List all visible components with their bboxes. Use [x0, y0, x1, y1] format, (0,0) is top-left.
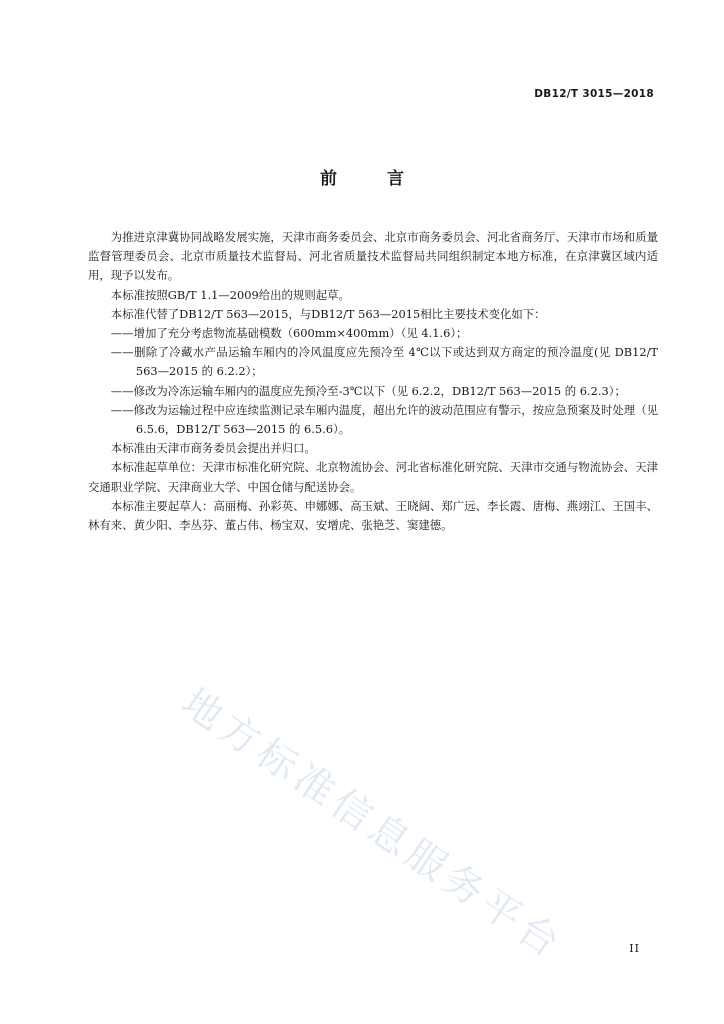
change-item-4: ——修改为运输过程中应连续监测记录车厢内温度，超出允许的波动范围应有警示，按应急预案及时处理（见 6.5.6，DB12/T 563—2015 的 6.5.6）。: [110, 402, 658, 437]
paragraph-proposer: 本标准由天津市商务委员会提出并归口。: [110, 441, 316, 456]
foreword-body: [88, 228, 658, 535]
page-number: II: [629, 942, 640, 955]
page-title: 前 言: [320, 169, 426, 189]
document-code: DB12/T 3015—2018: [534, 88, 654, 100]
watermark-text: 地方标准信息服务平台: [173, 680, 572, 970]
change-item-3: ——修改为冷冻运输车厢内的温度应先预冷至-3℃以下（见 6.2.2，DB12/T 563—2015 的 6.2.3）；: [110, 383, 626, 398]
change-item-2: ——删除了冷藏水产品运输车厢内的冷风温度应先预冷至 4℃以下或达到双方商定的预冷温度(见 DB12/T 563—2015 的 6.2.2）；: [110, 345, 658, 379]
change-item-1: ——增加了充分考虑物流基础模数（600mm×400mm）（见 4.1.6）；: [110, 326, 468, 341]
paragraph-drafting-units: 本标准起草单位：天津市标准化研究院、北京物流协会、河北省标准化研究院、天津市交通与物流协会、天津交通职业学院、天津商业大学、中国仓储与配送协会。: [88, 460, 658, 494]
paragraph-purpose: 为推进京津冀协同战略发展实施，天津市商务委员会、北京市商务委员会、河北省商务厅、天津市市场和质量监督管理委员会、北京市质量技术监督局、河北省质量技术监督局共同组织制定本地方标准，在京津冀区域内适用，现予以发布。: [88, 230, 658, 283]
paragraph-replacement: 本标准代替了DB12/T 563—2015，与DB12/T 563—2015相比主要技术变化如下：: [110, 306, 546, 321]
paragraph-drafters: 本标准主要起草人：高丽梅、孙彩英、申娜娜、高玉斌、王晓阔、郑广远、李长霞、唐梅、燕翊江、王国丰、林有来、黄少阳、李丛芬、董占伟、杨宝双、安增虎、张艳芝、窦建德。: [88, 498, 658, 533]
paragraph-drafting-rules: 本标准按照GB/T 1.1—2009给出的规则起草。: [110, 287, 350, 302]
